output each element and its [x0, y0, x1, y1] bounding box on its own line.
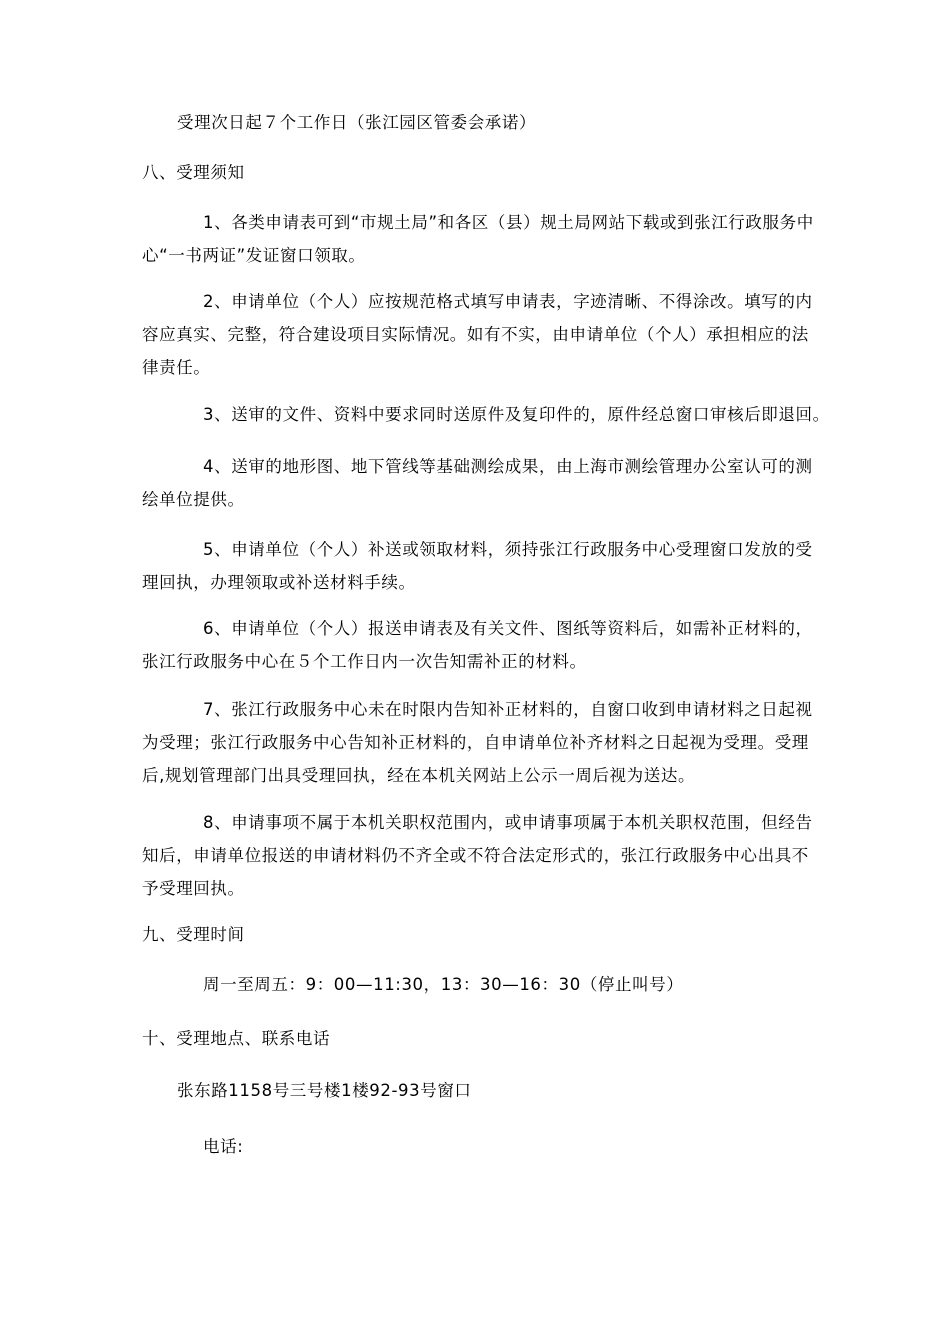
notice-item-8: 8、申请事项不属于本机关职权范围内，或申请事项属于本机关职权范围，但经告知后，申请单位报送的申请材料仍不齐全或不符合法定形式的，张江行政服务中心出具不予受理回执。: [142, 813, 813, 898]
notice-item-7: 7、张江行政服务中心未在时限内告知补正材料的，自窗口收到申请材料之日起视为受理；张江行政服务中心告知补正材料的，自申请单位补齐材料之日起视为受理。受理后,规划管理部门出具受理回执，经在本机关网站上公示一周后视为送达。: [142, 700, 813, 785]
office-hours: 周一至周五：9：00—11:30，13：30—16：30（停止叫号）: [203, 975, 684, 994]
notice-item-1: 1、各类申请表可到“市规土局”和各区（县）规土局网站下载或到张江行政服务中心“一书两证”发证窗口领取。: [142, 213, 814, 265]
section-10-heading: 十、受理地点、联系电话: [142, 1029, 331, 1048]
section-9-heading: 九、受理时间: [142, 925, 245, 944]
notice-item-2: 2、申请单位（个人）应按规范格式填写申请表，字迹清晰、不得涂改。填写的内容应真实、完整，符合建设项目实际情况。如有不实，由申请单位（个人）承担相应的法律责任。: [142, 292, 813, 377]
office-address: 张东路1158号三号楼1楼92-93号窗口: [177, 1081, 472, 1100]
phone-label: 电话:: [203, 1137, 244, 1156]
section-8-heading: 八、受理须知: [142, 163, 245, 182]
notice-item-4: 4、送审的地形图、地下管线等基础测绘成果，由上海市测绘管理办公室认可的测绘单位提供。: [142, 457, 813, 509]
notice-item-3: 3、送审的文件、资料中要求同时送原件及复印件的，原件经总窗口审核后即退回。: [203, 405, 830, 424]
processing-time-line: 受理次日起７个工作日（张江园区管委会承诺）: [177, 113, 537, 132]
notice-item-6: 6、申请单位（个人）报送申请表及有关文件、图纸等资料后，如需补正材料的，张江行政服务中心在５个工作日内一次告知需补正的材料。: [142, 619, 813, 671]
notice-item-5: 5、申请单位（个人）补送或领取材料，须持张江行政服务中心受理窗口发放的受理回执，办理领取或补送材料手续。: [142, 540, 813, 592]
